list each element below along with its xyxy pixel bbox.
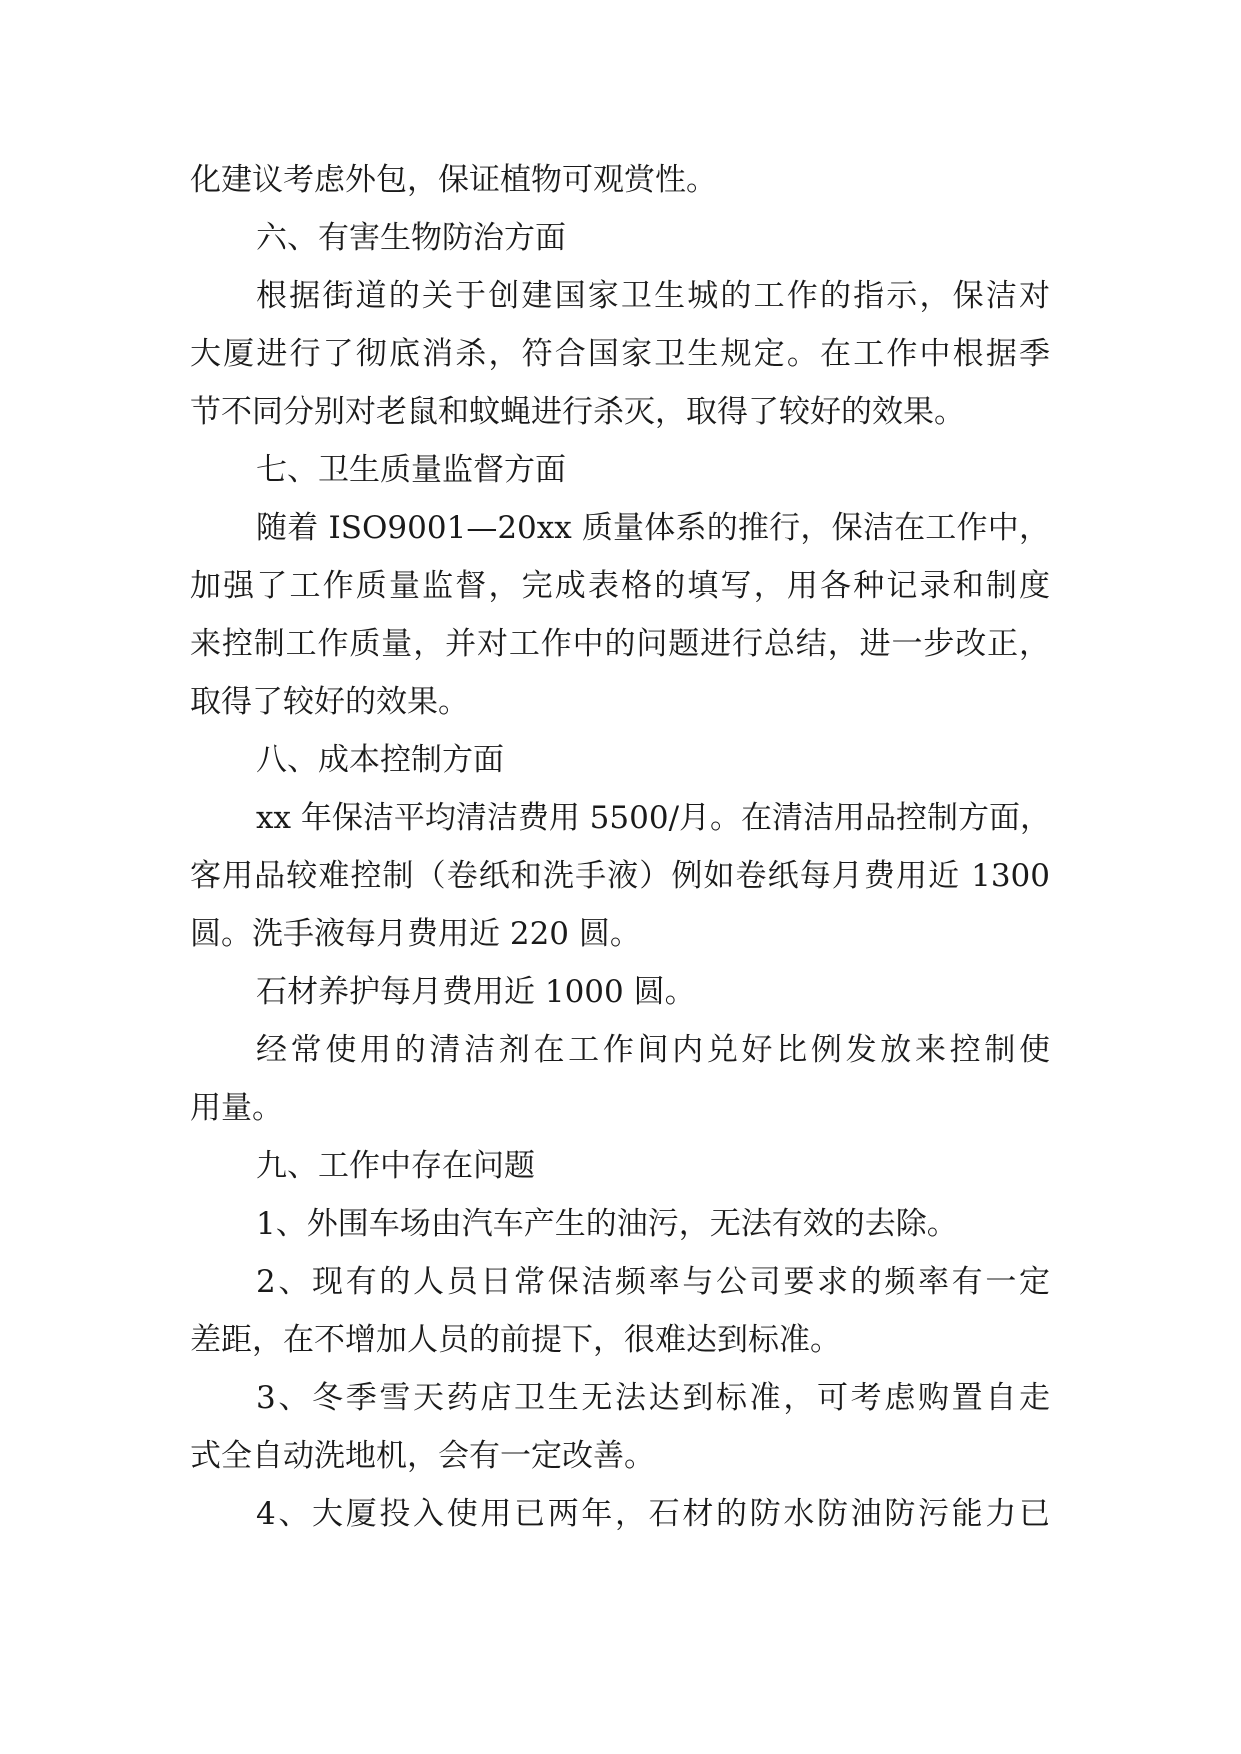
list-item-continuation: 差距，在不增加人员的前提下，很难达到标准。 xyxy=(190,1322,841,1358)
list-item: 4、大厦投入使用已两年，石材的防水防油防污能力已 xyxy=(256,1496,1050,1532)
list-item: 1、外围车场由汽车产生的油污，无法有效的去除。 xyxy=(256,1206,958,1242)
paragraph-line: 客用品较难控制（卷纸和洗手液）例如卷纸每月费用近 1300 xyxy=(190,858,1050,894)
paragraph-line: 用量。 xyxy=(190,1090,283,1126)
section-heading-cost-control: 八、成本控制方面 xyxy=(256,742,504,778)
paragraph-line: 化建议考虑外包，保证植物可观赏性。 xyxy=(190,162,717,198)
paragraph-line: 圆。洗手液每月费用近 220 圆。 xyxy=(190,916,641,952)
section-heading-quality-supervision: 七、卫生质量监督方面 xyxy=(256,452,566,488)
section-heading-pest-control: 六、有害生物防治方面 xyxy=(256,220,566,256)
paragraph-line: 石材养护每月费用近 1000 圆。 xyxy=(256,974,696,1010)
paragraph-line: 节不同分别对老鼠和蚊蝇进行杀灭，取得了较好的效果。 xyxy=(190,394,965,430)
paragraph-line: 取得了较好的效果。 xyxy=(190,684,469,720)
section-heading-existing-problems: 九、工作中存在问题 xyxy=(256,1148,535,1184)
paragraph-line: xx 年保洁平均清洁费用 5500/月。在清洁用品控制方面， xyxy=(256,800,1052,836)
paragraph-line: 大厦进行了彻底消杀，符合国家卫生规定。在工作中根据季 xyxy=(190,336,1050,372)
list-item-continuation: 式全自动洗地机，会有一定改善。 xyxy=(190,1438,655,1474)
paragraph-line: 来控制工作质量，并对工作中的问题进行总结，进一步改正， xyxy=(190,626,1050,662)
paragraph-line: 根据街道的关于创建国家卫生城的工作的指示，保洁对 xyxy=(256,278,1050,314)
paragraph-line: 经常使用的清洁剂在工作间内兑好比例发放来控制使 xyxy=(256,1032,1050,1068)
list-item: 3、冬季雪天药店卫生无法达到标准，可考虑购置自走 xyxy=(256,1380,1050,1416)
list-item: 2、现有的人员日常保洁频率与公司要求的频率有一定 xyxy=(256,1264,1050,1300)
paragraph-line: 加强了工作质量监督，完成表格的填写，用各种记录和制度 xyxy=(190,568,1050,604)
paragraph-line: 随着 ISO9001—20xx 质量体系的推行，保洁在工作中， xyxy=(256,510,1050,546)
